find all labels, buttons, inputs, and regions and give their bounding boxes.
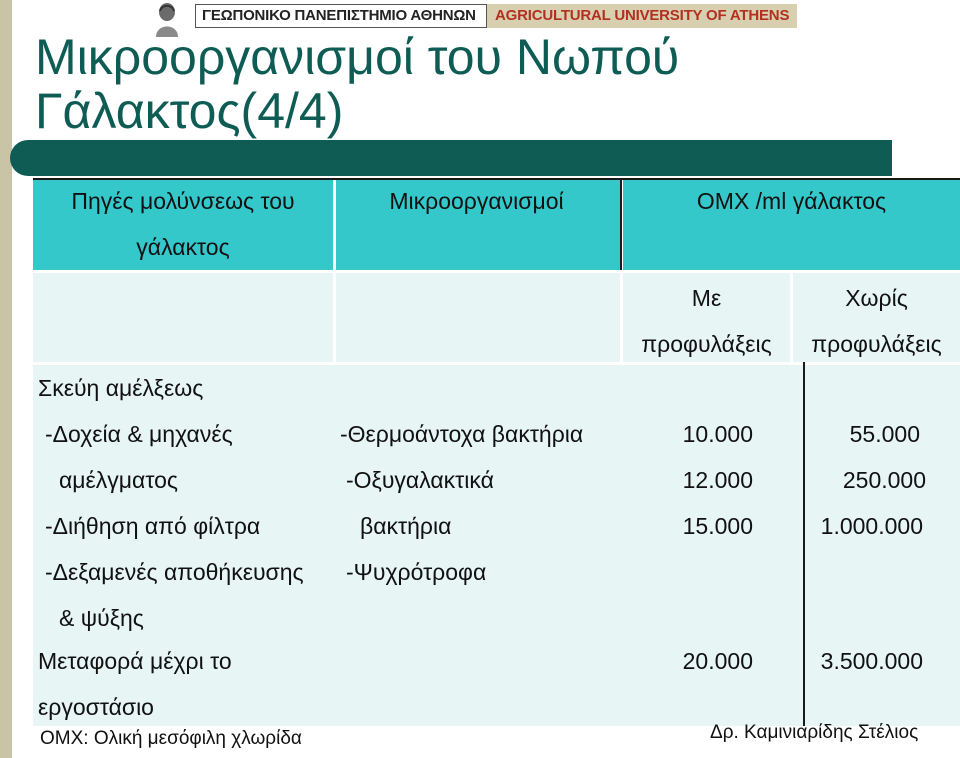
university-name-english: AGRICULTURAL UNIVERSITY OF ATHENS bbox=[487, 4, 797, 28]
author-credit: Δρ. Καμινιαρίδης Στέλιος bbox=[710, 722, 919, 743]
microbe-lactic: -Οξυγαλακτικά bbox=[346, 467, 494, 493]
header-sources: Πηγές μολύνσεως του γάλακτος bbox=[71, 188, 295, 260]
value-with-2: 12.000 bbox=[682, 467, 753, 493]
header-cfu: ΟΜΧ /ml γάλακτος bbox=[696, 188, 887, 214]
value-without-2: 250.000 bbox=[842, 467, 926, 493]
microbes-table bbox=[33, 178, 960, 726]
slide-title-line1: Μικροοργανισμοί του Νωπού bbox=[35, 29, 680, 85]
microbe-lactic-cont: βακτήρια bbox=[360, 513, 452, 539]
source-item-2: -Διήθηση από φίλτρα bbox=[45, 513, 261, 539]
source-item-3-cont: & ψύξης bbox=[59, 605, 144, 631]
slide-title-line2: Γάλακτος(4/4) bbox=[35, 83, 344, 139]
source-group: Σκεύη αμέλξεως bbox=[38, 375, 204, 401]
subheader-without-precautions: Χωρίς προφυλάξεις bbox=[811, 285, 942, 357]
header-border bbox=[620, 178, 622, 270]
value-transport-with: 20.000 bbox=[682, 648, 753, 674]
value-with-3: 15.000 bbox=[682, 513, 753, 539]
footnote-abbreviation: ΟΜΧ: Ολική μεσόφιλη χλωρίδα bbox=[40, 728, 302, 749]
source-item-3: -Δεξαμενές αποθήκευσης bbox=[45, 559, 304, 585]
value-with-1: 10.000 bbox=[682, 421, 753, 447]
value-without-3: 1.000.000 bbox=[820, 513, 923, 539]
source-item-1-cont: αμέλγματος bbox=[59, 467, 178, 493]
university-name-greek: ΓΕΩΠΟΝΙΚΟ ΠΑΝΕΠΙΣΤΗΜΙΟ ΑΘΗΝΩΝ bbox=[195, 4, 487, 28]
value-without-1: 55.000 bbox=[849, 421, 920, 447]
row-divider bbox=[33, 270, 960, 273]
microbe-psychrotrophic: -Ψυχρότροφα bbox=[346, 559, 487, 585]
microbe-thermoduric: -Θερμοάντοχα βακτήρια bbox=[340, 421, 584, 447]
source-item-1: -Δοχεία & μηχανές bbox=[45, 421, 233, 447]
title-underline-stripe bbox=[10, 140, 892, 176]
source-transport: Μεταφορά μέχρι το bbox=[38, 648, 232, 674]
value-transport-without: 3.500.000 bbox=[820, 648, 923, 674]
source-transport-cont: εργοστάσιο bbox=[38, 694, 154, 720]
slide-title bbox=[35, 30, 935, 138]
header-microbes: Μικροοργανισμοί bbox=[389, 188, 564, 214]
left-decor-bar bbox=[0, 0, 12, 758]
subheader-with-precautions: Με προφυλάξεις bbox=[641, 285, 772, 357]
